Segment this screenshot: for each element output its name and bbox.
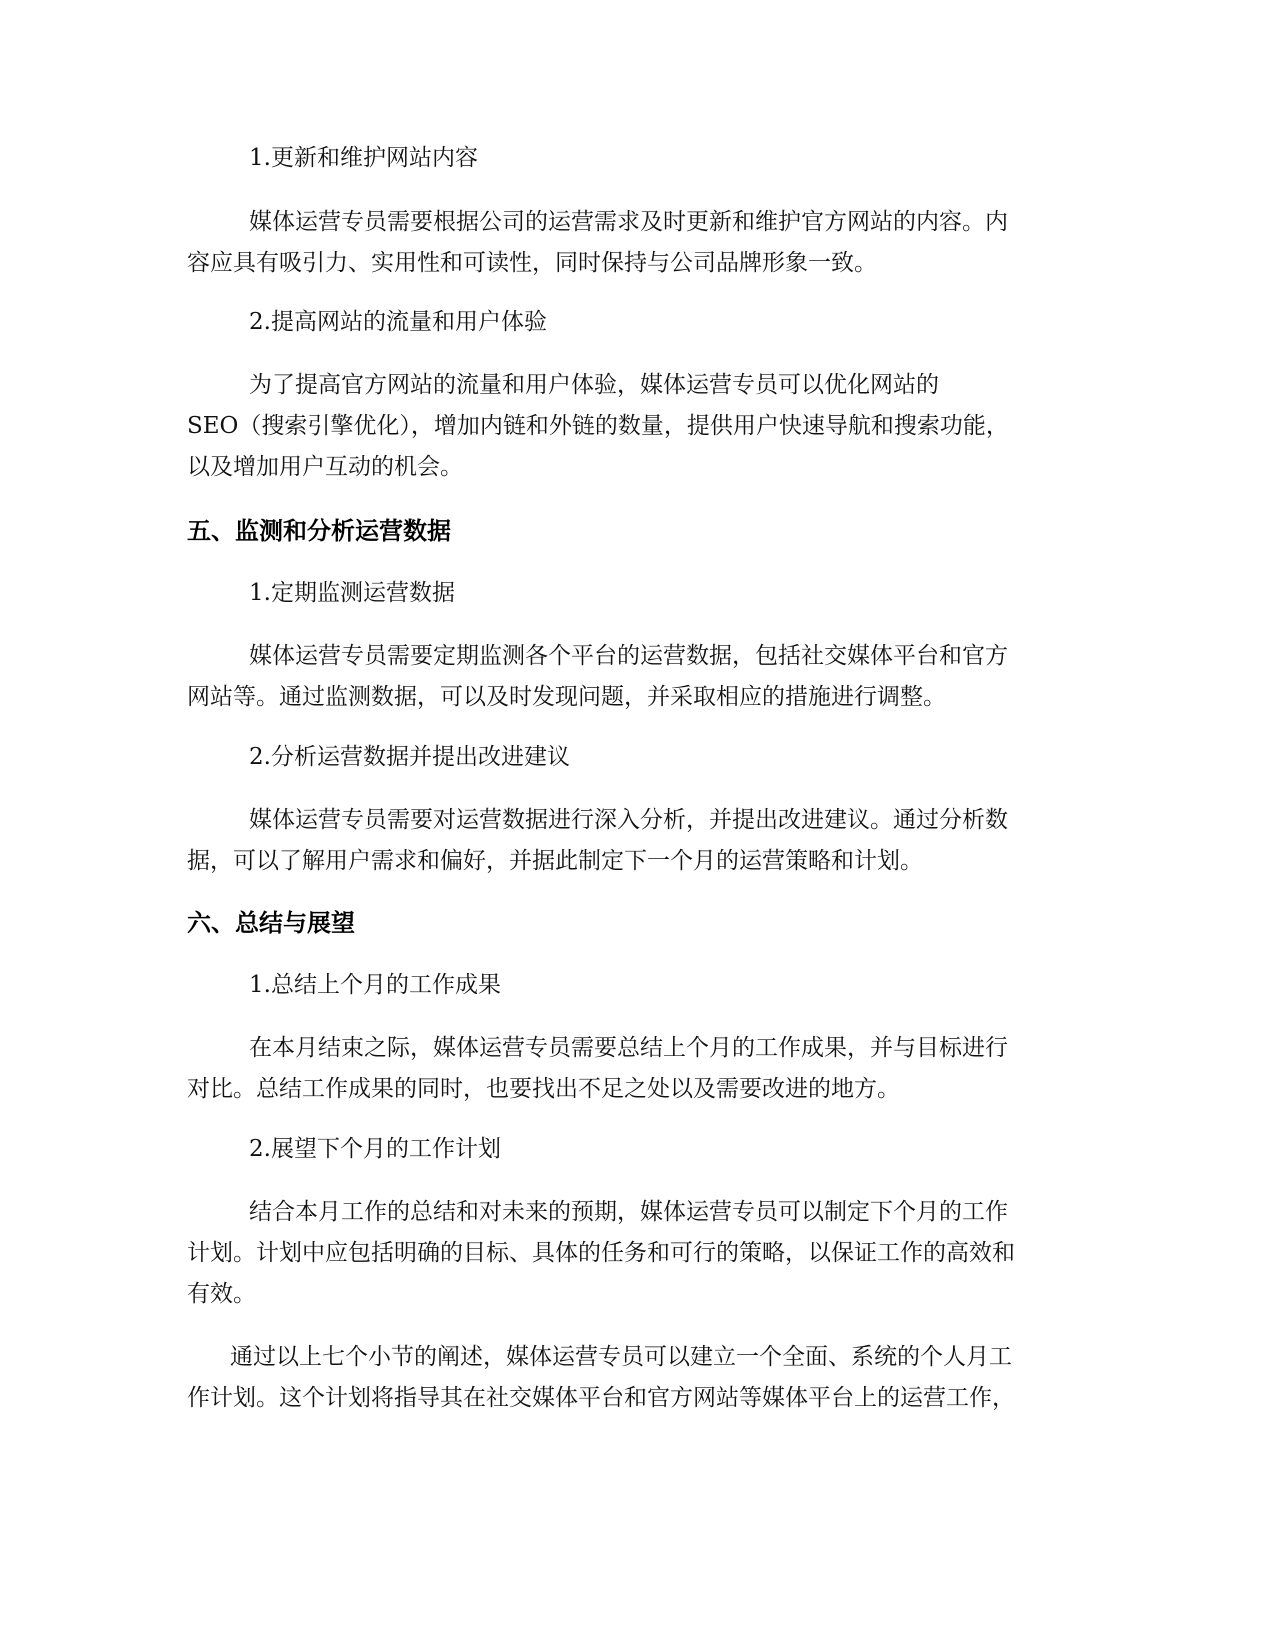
paragraph-line: 计划。计划中应包括明确的目标、具体的任务和可行的策略，以保证工作的高效和	[187, 1240, 1015, 1266]
paragraph-line: 结合本月工作的总结和对未来的预期，媒体运营专员可以制定下个月的工作	[249, 1199, 1008, 1225]
paragraph-line: 媒体运营专员需要根据公司的运营需求及时更新和维护官方网站的内容。内	[249, 209, 1008, 235]
paragraph-line: 有效。	[187, 1281, 256, 1307]
paragraph-line: 作计划。这个计划将指导其在社交媒体平台和官方网站等媒体平台上的运营工作，	[187, 1385, 1015, 1411]
section-heading: 五、监测和分析运营数据	[187, 517, 451, 545]
paragraph-line: 通过以上七个小节的阐述，媒体运营专员可以建立一个全面、系统的个人月工	[230, 1344, 1012, 1370]
item-title: 2.展望下个月的工作计划	[249, 1136, 501, 1162]
item-title: 1.总结上个月的工作成果	[249, 972, 501, 998]
paragraph-line: 容应具有吸引力、实用性和可读性，同时保持与公司品牌形象一致。	[187, 250, 877, 276]
paragraph-line: SEO（搜索引擎优化），增加内链和外链的数量，提供用户快速导航和搜索功能，	[187, 413, 1009, 439]
item-title: 1.更新和维护网站内容	[249, 145, 478, 171]
paragraph-line: 据，可以了解用户需求和偏好，并据此制定下一个月的运营策略和计划。	[187, 848, 923, 874]
item-title: 2.提高网站的流量和用户体验	[249, 309, 547, 335]
item-title: 1.定期监测运营数据	[249, 580, 455, 606]
paragraph-line: 对比。总结工作成果的同时，也要找出不足之处以及需要改进的地方。	[187, 1076, 900, 1102]
paragraph-line: 媒体运营专员需要定期监测各个平台的运营数据，包括社交媒体平台和官方	[249, 643, 1008, 669]
paragraph-line: 在本月结束之际，媒体运营专员需要总结上个月的工作成果，并与目标进行	[249, 1035, 1008, 1061]
section-heading: 六、总结与展望	[187, 909, 355, 937]
paragraph-line: 网站等。通过监测数据，可以及时发现问题，并采取相应的措施进行调整。	[187, 684, 946, 710]
item-title: 2.分析运营数据并提出改进建议	[249, 744, 570, 770]
paragraph-line: 媒体运营专员需要对运营数据进行深入分析，并提出改进建议。通过分析数	[249, 807, 1008, 833]
paragraph-line: 为了提高官方网站的流量和用户体验，媒体运营专员可以优化网站的	[249, 372, 939, 398]
paragraph-line: 以及增加用户互动的机会。	[187, 454, 463, 480]
